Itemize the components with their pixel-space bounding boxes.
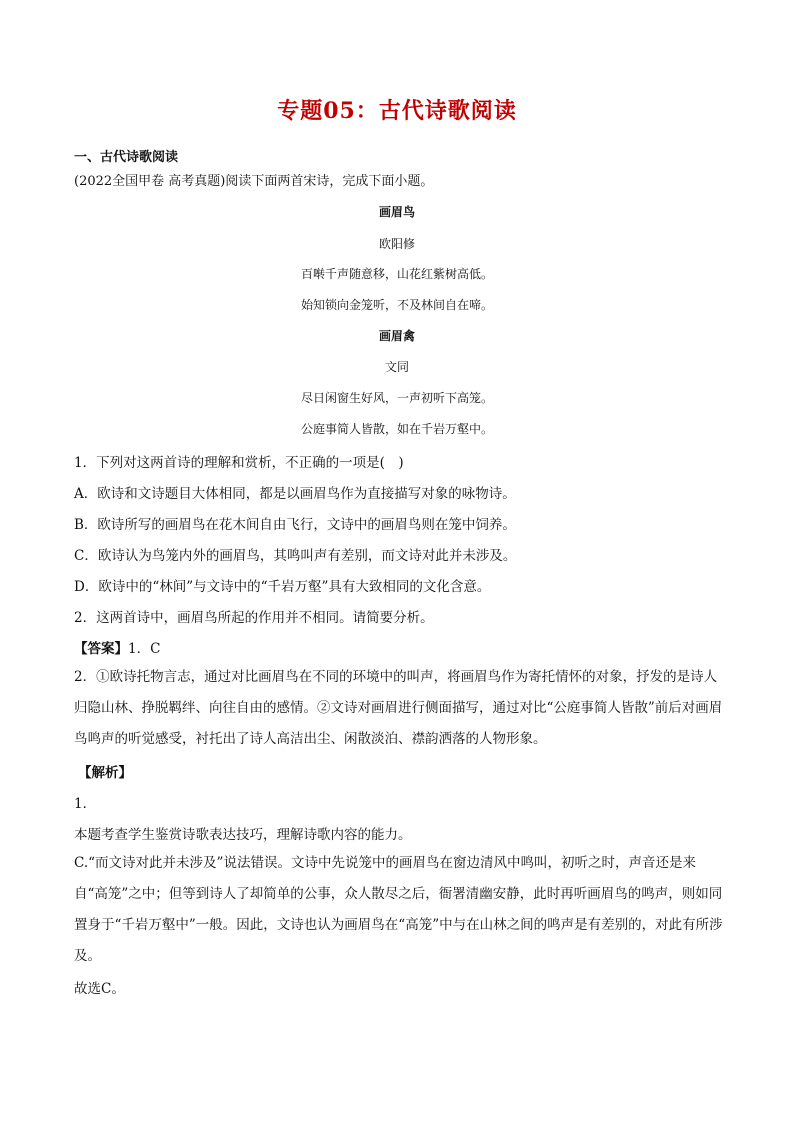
question-2: 2．这两首诗中，画眉鸟所起的作用并不相同。请简要分析。 <box>74 610 434 626</box>
analysis-p2: C.“而文诗对此并未涉及”说法错误。文诗中先说笼中的画眉鸟在窗边清风中鸣叫，初听之时，声音还是来自“高笼”之中；但等到诗人了却简单的公事，众人散尽之后，衙署清幽安静，此时再听画眉鸟的鸣声，则如同置身于“千岩万壑中”一般。因此，文诗也认为画眉鸟在“高笼”中与在山林之间的鸣声是有差别的，对此有所涉及。 <box>74 855 723 964</box>
analysis-heading: 【解析】 <box>78 765 132 781</box>
poem2-line1: 尽日闲窗生好风，一声初听下高笼。 <box>300 391 493 405</box>
analysis-number: 1． <box>74 796 97 812</box>
option-b: B．欧诗所写的画眉鸟在花木间自由飞行，文诗中的画眉鸟则在笼中饲养。 <box>74 517 516 533</box>
option-d: D．欧诗中的“林间”与文诗中的“千岩万壑”具有大致相同的文化含意。 <box>74 579 491 595</box>
poem2-line2: 公庭事简人皆散，如在千岩万壑中。 <box>300 422 493 436</box>
analysis-p1: 本题考查学生鉴赏诗歌表达技巧，理解诗歌内容的能力。 <box>74 827 412 843</box>
option-c: C．欧诗认为鸟笼内外的画眉鸟，其鸣叫声有差别，而文诗对此并未涉及。 <box>74 548 517 564</box>
analysis-p3: 故选C。 <box>74 981 125 997</box>
answer-block <box>74 637 160 657</box>
poem1-author: 欧阳修 <box>378 237 415 251</box>
page-title: 专题05：古代诗歌阅读 <box>277 98 517 124</box>
poem1-line2: 始知锁向金笼听，不及林间自在啼。 <box>300 298 493 312</box>
answer-q2: 2．①欧诗托物言志，通过对比画眉鸟在不同的环境中的叫声，将画眉鸟作为寄托情怀的对象，抒发的是诗人归隐山林、挣脱羁绊、向往自由的感情。②文诗对画眉进行侧面描写，通过对比“公庭事简人皆散”前后对画眉鸟鸣声的听觉感受，衬托出了诗人高洁出尘、闲散淡泊、襟韵洒落的人物形象。 <box>74 669 723 747</box>
poem2-title: 画眉禽 <box>378 329 415 343</box>
poem2-author: 文同 <box>384 360 409 374</box>
question-intro: (2022全国甲卷 高考真题)阅读下面两首宋诗，完成下面小题。 <box>74 174 434 189</box>
poem1-title: 画眉鸟 <box>378 205 415 219</box>
poem1-line1: 百啭千声随意移，山花红紫树高低。 <box>300 267 493 281</box>
question-1: 1．下列对这两首诗的理解和赏析，不正确的一项是( ) <box>74 455 404 471</box>
section-heading: 一、古代诗歌阅读 <box>74 150 179 165</box>
answer-q1: 1．C <box>128 641 161 657</box>
answer-heading: 【答案】 <box>74 641 128 657</box>
option-a: A．欧诗和文诗题目大体相同，都是以画眉鸟作为直接描写对象的咏物诗。 <box>74 486 516 502</box>
